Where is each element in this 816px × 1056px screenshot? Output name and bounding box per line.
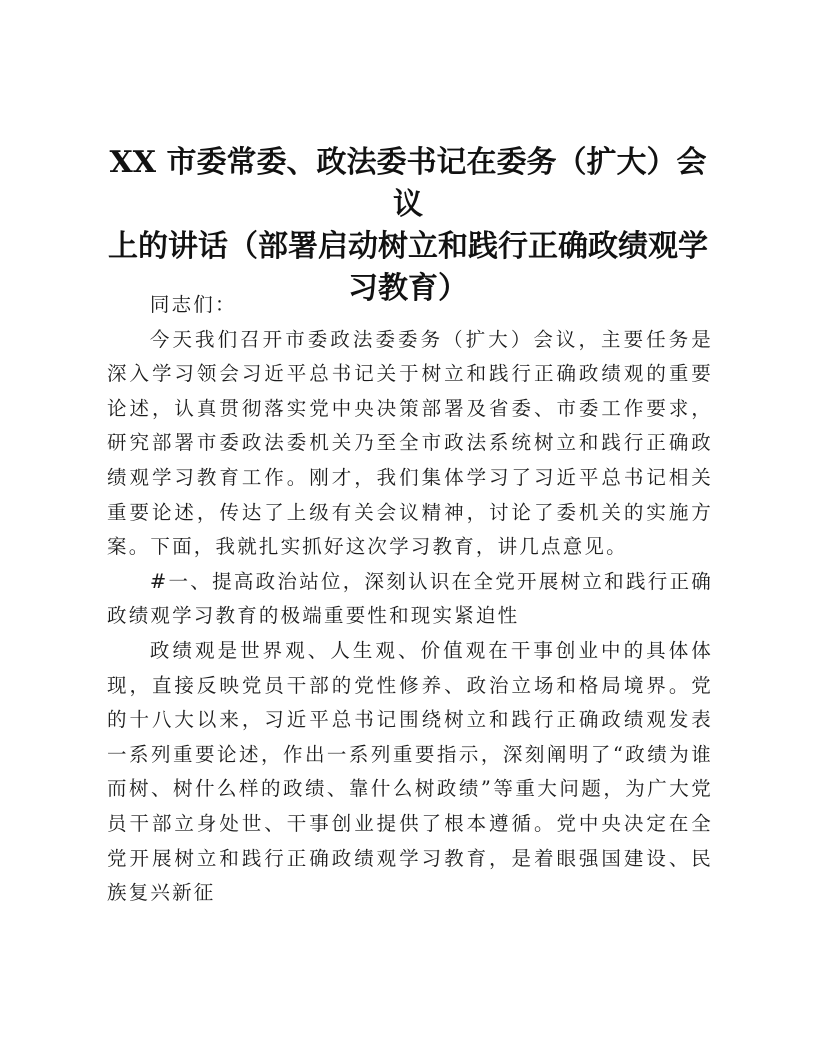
document-title: [100, 142, 716, 310]
title-line-1: XX 市委常委、政法委书记在委务（扩大）会议: [109, 145, 707, 222]
section-heading-1: #一、提高政治站位，深刻认识在全党开展树立和践行正确政绩观学习教育的极端重要性和现实紧迫性: [107, 569, 713, 628]
paragraph-body: 政绩观是世界观、人生观、价值观在干事创业中的具体体现，直接反映党员干部的党性修养、政治立场和格局境界。党的十八大以来，习近平总书记围绕树立和践行正确政绩观发表一系列重要论述，作出一系列重要指示，深刻阐明了“政绩为谁而树、树什么样的政绩、靠什么树政绩”等重大问题，为广大党员干部立身处世、干事创业提供了根本遵循。党中央决定在全党开展树立和践行正确政绩观学习教育，是着眼强国建设、民族复兴新征: [107, 638, 713, 905]
paragraph-intro: 今天我们召开市委政法委委务（扩大）会议，主要任务是深入学习领会习近平总书记关于树立和践行正确政绩观的重要论述，认真贯彻落实党中央决策部署及省委、市委工作要求，研究部署市委政法委机关乃至全市政法系统树立和践行正确政绩观学习教育工作。刚才，我们集体学习了习近平总书记相关重要论述，传达了上级有关会议精神，讨论了委机关的实施方案。下面，我就扎实抓好这次学习教育，讲几点意见。: [107, 327, 713, 559]
title-line-2: 上的讲话（部署启动树立和践行正确政绩观学: [108, 229, 708, 264]
title-line-3: 习教育）: [348, 271, 468, 306]
document-body: [107, 288, 713, 911]
salutation: 同志们：: [149, 293, 237, 316]
